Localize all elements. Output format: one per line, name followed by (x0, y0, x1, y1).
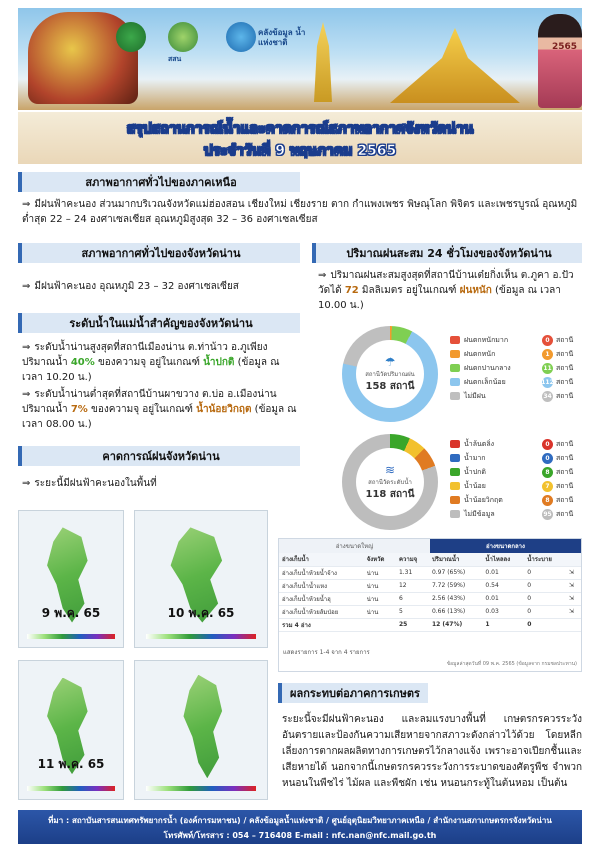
water-level-donut (342, 434, 438, 530)
forecast-map-day2 (134, 510, 268, 648)
table-source: ข้อมูลล่าสุดวันที่ 09 พ.ค. 2565 (ข้อมูลจาก กรมชลประทาน) (446, 661, 577, 667)
table-cell: 0 (524, 579, 566, 592)
rain-legend-label: ฝนตกหนัก (464, 349, 496, 358)
table-header-cell[interactable]: อ่างเก็บน้ำ (279, 553, 364, 566)
page-title: สรุปสถานการณ์น้ำและคาดการณ์สภาพอากาศจังหวัดน่าน (126, 121, 474, 137)
footer (18, 810, 582, 844)
table-row (279, 592, 581, 605)
arrow-icon: ⇒ (22, 478, 31, 489)
river-item-1-status: น้ำปกติ (203, 357, 235, 368)
agri-text: ระยะนี้จะมีฝนฟ้าคะนอง และลมแรงบางพื้นที่ เกษตรกรควรระวังอันตรายและป้องกันความเสียหายจากสภาวะดังกล่าวไว้ด้วย โดยหลีกเลี่ยงการตากผลผลิตทางการเกษตรไว้กลางแจ้ง เพราะอาจเปียกชื้นและเสียหายได้ นอกจากนี้เกษตรกรควรระวังการระบาดของศัตรูพืช จำพวกหนอนในพืชไร่ ไม้ผล และพืชผัก เช่น หนอนกระทู้ในต้นหอม เป็นต้น (282, 714, 582, 789)
wl-legend-count: 0 (542, 439, 553, 450)
tab-medium-reservoir[interactable]: อ่างขนาดกลาง (430, 539, 581, 553)
reservoir-table (279, 553, 581, 632)
river-item-1: ⇒ ระดับน้ำน่านสูงสุดที่สถานีเมืองน่าน ต.ท่าน้าว อ.ภูเพียง ปริมาณน้ำ 40% ของความจุ อยู่ในเกณฑ์ น้ำปกติ (ข้อมูล ณ เวลา 10.20 น.) (22, 342, 280, 383)
forecast-text (22, 476, 302, 491)
rain-legend-icon (450, 378, 460, 386)
table-cell: น่าน (364, 605, 396, 618)
table-cell: 12 (47%) (429, 618, 482, 631)
golden-pagoda-image (308, 22, 338, 102)
chart-link-icon[interactable]: ⇲ (566, 605, 581, 618)
table-cell: 12 (396, 579, 429, 592)
rain-legend-unit: สถานี (556, 391, 574, 400)
forecast-map-day1 (18, 510, 124, 648)
traditional-woman-image (538, 14, 582, 108)
rain-legend-row (450, 334, 590, 346)
wl-legend-icon (450, 454, 460, 462)
water-data-logo-icon (226, 22, 256, 52)
table-cell: 0 (524, 605, 566, 618)
tab-large-reservoir[interactable]: อ่างขนาดใหญ่ (279, 539, 430, 553)
north-weather-text (22, 197, 582, 227)
rain24-heading: ปริมาณฝนสะสม 24 ชั่วโมงของจังหวัดน่าน (312, 243, 582, 263)
table-cell: 5 (396, 605, 429, 618)
table-cell: รวม 4 อ่าง (279, 618, 364, 631)
wl-legend-unit: สถานี (556, 481, 574, 490)
table-cell: 1 (482, 618, 524, 631)
table-cell: 0 (524, 592, 566, 605)
table-cell: น่าน (364, 592, 396, 605)
wl-legend-unit: สถานี (556, 509, 574, 518)
forecast-heading: คาดการณ์ฝนจังหวัดน่าน (18, 446, 300, 466)
agency-logo-icon (116, 22, 146, 52)
chart-link-icon[interactable]: ⇲ (566, 566, 581, 579)
river-item-2-percent: 7% (70, 404, 88, 415)
table-header-cell[interactable]: ความจุ (396, 553, 429, 566)
table-cell: 1.31 (396, 566, 429, 579)
rain-stations-donut (342, 326, 438, 422)
page-date: ประจำวันที่ 9 พฤษภาคม 2565 (203, 143, 397, 159)
wl-legend-unit: สถานี (556, 495, 574, 504)
wl-legend-label: น้ำน้อย (464, 481, 486, 490)
table-cell: 0.01 (482, 592, 524, 605)
wl-legend-label: น้ำล้นตลิ่ง (464, 439, 495, 448)
rain-legend-label: ไม่มีฝน (464, 391, 486, 400)
nan-weather-body: มีฝนฟ้าคะนอง อุณหภูมิ 23 – 32 องศาเซลเซียส (34, 281, 239, 292)
rain-donut-caption: สถานีวัดปริมาณฝน (365, 370, 415, 378)
map-label-day2: 10 พ.ค. 65 (167, 605, 235, 620)
rain-legend-label: ฝนตกเล็กน้อย (464, 377, 506, 386)
table-cell: 6 (396, 592, 429, 605)
rain-legend-label: ฝนตกหนักมาก (464, 335, 509, 344)
forecast-map-day3 (18, 660, 124, 800)
rain24-value: 72 (344, 285, 359, 296)
water-wave-icon: ≋ (384, 462, 396, 477)
table-header-cell[interactable]: ปริมาณน้ำ (429, 553, 482, 566)
wl-legend-label: น้ำปกติ (464, 467, 486, 476)
rain-legend-icon (450, 364, 460, 372)
wl-legend-unit: สถานี (556, 453, 574, 462)
table-cell: อ่างเก็บน้ำห้วยน้ำฮุ (279, 592, 364, 605)
table-header-cell[interactable]: น้ำไหลลง (482, 553, 524, 566)
table-header-cell[interactable] (566, 553, 581, 566)
hii-logo-icon (168, 22, 198, 52)
rain-legend-row (450, 390, 590, 402)
wl-legend-row (450, 452, 590, 464)
rain-legend-unit: สถานี (556, 363, 574, 372)
arrow-icon: ⇒ (22, 389, 31, 400)
chart-link-icon[interactable]: ⇲ (566, 579, 581, 592)
wl-legend-count: 8 (542, 495, 553, 506)
rain-legend-icon (450, 350, 460, 358)
rain24-text: ⇒ ปริมาณฝนสะสมสูงสุดที่สถานีบ้านเต๋ยกิ่งเห็น ต.ภูคา อ.ปัว วัดได้ 72 มิลลิเมตร อยู่ในเกณฑ์ ฝนหนัก (ข้อมูล ณ เวลา 10.00 น.) (318, 270, 574, 311)
header-banner (18, 8, 582, 110)
table-cell: 2.56 (43%) (429, 592, 482, 605)
footer-contact: โทรศัพท์/โทรสาร : 054 – 716408 E-mail : nfc.nan@nfc.mail.go.th (163, 831, 437, 840)
hii-logo-text: สสน (168, 55, 182, 63)
rain-legend-label: ฝนตกปานกลาง (464, 363, 511, 372)
wl-legend-count: 8 (542, 467, 553, 478)
rain-legend-count: 34 (543, 392, 552, 400)
rain-legend-unit: สถานี (556, 335, 574, 344)
rain24-status: ฝนหนัก (459, 285, 492, 296)
chart-link-icon[interactable]: ⇲ (566, 592, 581, 605)
umbrella-icon: ☂ (384, 354, 396, 369)
river-item-1-percent: 40% (70, 357, 95, 368)
arrow-icon: ⇒ (22, 281, 31, 292)
table-cell: 0 (524, 618, 566, 631)
wl-legend-row (450, 466, 590, 478)
footer-source: ที่มา : สถาบันสารสนเทศทรัพยากรน้ำ (องค์การมหาชน) / คลังข้อมูลน้ำแห่งชาติ / ศูนย์อุตุนิยมวิทยาภาคเหนือ / สำนักงานสภาเกษตรกรจังหวัดน่าน (48, 816, 552, 825)
table-cell: 7.72 (59%) (429, 579, 482, 592)
river-item-2-status: น้ำน้อยวิกฤต (196, 404, 252, 415)
table-cell: 0.97 (65%) (429, 566, 482, 579)
table-cell: 0.03 (482, 605, 524, 618)
temple-image (390, 28, 520, 103)
rain-legend-count: 1 (542, 349, 553, 360)
table-total-row (279, 618, 581, 631)
table-cell: 0 (524, 566, 566, 579)
wl-legend-icon (450, 482, 460, 490)
table-row (279, 579, 581, 592)
table-cell: น่าน (364, 579, 396, 592)
rain-legend-count: 0 (542, 335, 553, 346)
table-cell: อ่างเก็บน้ำห้วยส้มป่อย (279, 605, 364, 618)
rain-legend-row (450, 376, 590, 388)
forecast-map-overview (134, 660, 268, 800)
wl-legend-row (450, 438, 590, 450)
wl-legend-count: 7 (542, 481, 553, 492)
river-heading: ระดับน้ำในแม่น้ำสำคัญของจังหวัดน่าน (18, 313, 300, 333)
year-badge: 2565 (552, 42, 578, 52)
wl-legend-unit: สถานี (556, 467, 574, 476)
wl-legend-row (450, 508, 590, 520)
table-cell: 0.54 (482, 579, 524, 592)
rain-legend-icon (450, 392, 460, 400)
wl-donut-caption: สถานีวัดระดับน้ำ (368, 478, 412, 486)
wl-legend-unit: สถานี (556, 439, 574, 448)
arrow-icon: ⇒ (22, 199, 31, 210)
river-item-2: ⇒ ระดับน้ำน่านต่ำสุดที่สถานีบ้านผาขวาง ต.บ่อ อ.เมืองน่าน ปริมาณน้ำ 7% ของความจุ อยู่ในเกณฑ์ น้ำน้อยวิกฤต (ข้อมูล ณ เวลา 08.00 น.) (22, 389, 297, 430)
rain-legend-row (450, 362, 590, 374)
rain-legend-count: 112 (541, 378, 554, 386)
rain-legend (450, 334, 590, 414)
table-cell: อ่างเก็บน้ำห้วยน้ำจ้าง (279, 566, 364, 579)
nan-weather-text (22, 279, 302, 294)
table-cell: น่าน (364, 566, 396, 579)
wl-donut-total: 118 สถานี (365, 488, 415, 500)
arrow-icon: ⇒ (318, 270, 327, 281)
table-cell: 25 (396, 618, 429, 631)
table-header-cell[interactable]: จังหวัด (364, 553, 396, 566)
map-label-day3: 11 พ.ค. 65 (37, 757, 105, 772)
table-row (279, 605, 581, 618)
rain-legend-icon (450, 336, 460, 344)
reservoir-table-panel (278, 538, 582, 672)
map-label-day1: 9 พ.ค. 65 (41, 605, 101, 620)
rain-legend-count: 11 (543, 364, 552, 372)
wl-legend-count: 0 (542, 453, 553, 464)
wl-legend-icon (450, 440, 460, 448)
wl-legend-row (450, 480, 590, 492)
wl-legend-count: 95 (543, 510, 552, 518)
wl-legend-icon (450, 510, 460, 518)
table-cell: 0.01 (482, 566, 524, 579)
wl-legend-label: น้ำมาก (464, 453, 486, 462)
wl-legend-row (450, 494, 590, 506)
wl-legend-label: ไม่มีข้อมูล (464, 509, 495, 518)
table-cell: 0.66 (13%) (429, 605, 482, 618)
agri-heading: ผลกระทบต่อภาคการเกษตร (278, 683, 428, 703)
wl-legend-icon (450, 468, 460, 476)
water-level-legend (450, 438, 590, 522)
title-bar (18, 112, 582, 164)
north-weather-body: มีฝนฟ้าคะนอง ส่วนมากบริเวณจังหวัดแม่ฮ่องสอน เชียงใหม่ เชียงราย ตาก กำแพงเพชร พิษณุโลก พิจิตร และเพชรบูรณ์ อุณหภูมิต่ำสุด 22 – 24 องศาเซลเซียส อุณหภูมิสูงสุด 32 – 36 องศาเซลเซียส (22, 199, 578, 225)
table-cell (566, 618, 581, 631)
arrow-icon: ⇒ (22, 342, 31, 353)
table-row (279, 566, 581, 579)
table-cell: อ่างเก็บน้ำน้ำแหง (279, 579, 364, 592)
nan-weather-heading: สภาพอากาศทั่วไปของจังหวัดน่าน (18, 243, 300, 263)
north-weather-heading: สภาพอากาศทั่วไปของภาคเหนือ (18, 172, 300, 192)
rain-legend-unit: สถานี (556, 377, 574, 386)
wl-legend-icon (450, 496, 460, 504)
wl-legend-label: น้ำน้อยวิกฤต (464, 495, 503, 504)
table-header-cell[interactable]: น้ำระบาย (524, 553, 566, 566)
table-cell (364, 618, 396, 631)
water-data-logo-text: คลังข้อมูล น้ำ แห่งชาติ (258, 28, 306, 47)
rain-legend-unit: สถานี (556, 349, 574, 358)
rain-donut-total: 158 สถานี (365, 380, 415, 392)
forecast-body: ระยะนี้มีฝนฟ้าคะนองในพื้นที่ (34, 478, 157, 489)
rain-legend-row (450, 348, 590, 360)
table-pager: แสดงรายการ 1-4 จาก 4 รายการ (283, 649, 370, 656)
